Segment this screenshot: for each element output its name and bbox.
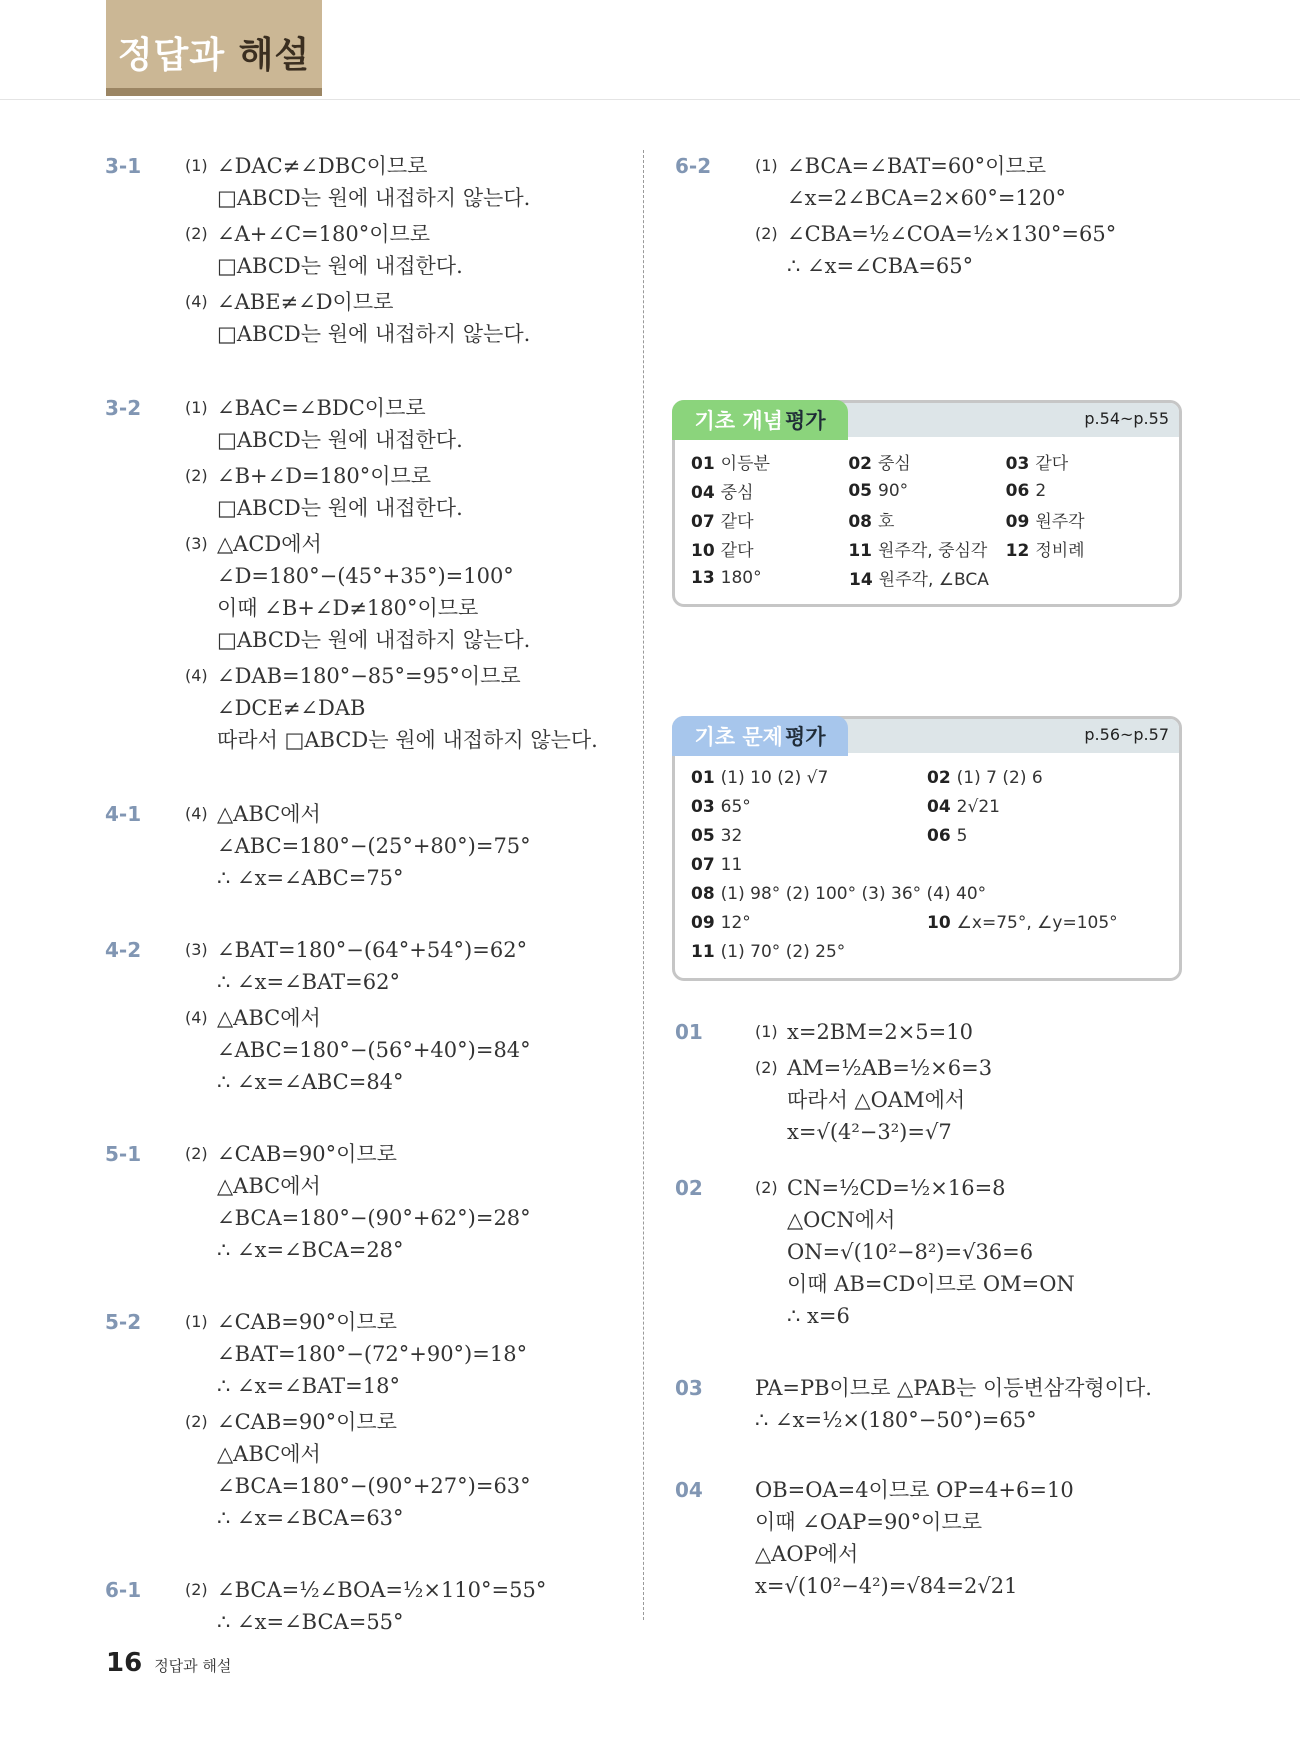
page-range: p.56~p.57 [1084,725,1169,744]
answer-cell [691,478,848,503]
problem-number: 4-2 [105,938,142,962]
answer-line: □ABCD는 원에 내접하지 않는다. [217,322,531,346]
sub-label: (2) [185,1412,208,1431]
answer-cell [848,536,1005,561]
answer-line: ∴ ∠x=∠ABC=84° [217,1070,404,1094]
sub-label: (4) [185,292,208,311]
sub-label: (3) [185,940,208,959]
problem [675,150,1195,282]
problem [105,934,635,1098]
problem [675,1474,1195,1602]
problem [675,1172,1195,1332]
problem-number: 5-2 [105,1310,142,1334]
answer-value: ∠x=75°, ∠y=105° [956,912,1118,933]
answer-number: 10 [691,541,715,561]
box-tab: 기초 문제 평가 [672,716,848,756]
answer-cell [927,768,1163,788]
answer-line: 따라서 △OAM에서 [787,1088,966,1112]
answer-cell [691,449,848,474]
answer-line: ∠B+∠D=180°이므로 [217,464,432,488]
problem [105,1306,635,1534]
answer-line: △AOP에서 [755,1542,859,1566]
answer-line: PA=PB이므로 △PAB는 이등변삼각형이다. [755,1376,1152,1400]
problem [105,392,635,756]
answer-line: □ABCD는 원에 내접하지 않는다. [217,628,531,652]
answer-value: 이등분 [720,454,770,474]
answer-value: 12° [720,912,751,933]
problem-number: 3-2 [105,396,142,420]
sub-answer [185,286,635,350]
answer-cell [849,565,1007,590]
answer-value: 180° [720,567,762,588]
answer-line: ∠CAB=90°이므로 [217,1142,397,1166]
sub-label: (4) [185,804,208,823]
answer-line: ∠BAT=180°−(72°+90°)=18° [217,1342,528,1366]
answer-line: CN=½CD=½×16=8 [787,1176,1006,1200]
answer-cell [691,797,927,817]
answer-value: 호 [878,512,895,532]
answer-number: 09 [691,912,715,933]
answer-line: ∠A+∠C=180°이므로 [217,222,431,246]
answer-grid [675,437,1179,604]
answer-cell [848,449,1005,474]
answer-line: ∴ ∠x=∠BAT=62° [217,970,400,994]
answer-line: □ABCD는 원에 내접하지 않는다. [217,186,531,210]
problem-number: 5-1 [105,1142,142,1166]
answer-cell [927,913,1163,933]
answer-row [691,505,1163,534]
answer-line: ∠BAT=180°−(64°+54°)=62° [217,938,528,962]
problem [675,1016,1195,1148]
sub-label: (1) [185,398,208,417]
sub-answer [185,660,635,756]
answer-line: 이때 ∠OAP=90°이므로 [755,1510,983,1534]
answer-line: ∠BCA=180°−(90°+27°)=63° [217,1474,531,1498]
problem [105,798,635,894]
sub-label: (1) [755,156,778,175]
problem [105,1574,635,1638]
answer-value: 원주각, 중심각 [878,541,988,561]
sub-answer [185,798,635,894]
answer-value: 2 [1035,480,1047,501]
answer-cell [691,536,848,561]
answer-value: 중심 [720,483,754,503]
answer-line: 이때 ∠B+∠D≠180°이므로 [217,596,479,620]
answer-value: (1) 10 (2) √7 [720,767,829,788]
answer-line: □ABCD는 원에 내접한다. [217,496,463,520]
problem [105,1138,635,1266]
answer-line: ∴ ∠x=½×(180°−50°)=65° [755,1408,1037,1432]
sub-answer [755,150,1195,214]
sub-answer [185,218,635,282]
sub-answer [185,460,635,524]
answer-number: 09 [1005,512,1030,532]
sub-answer [185,1306,635,1402]
answer-line: □ABCD는 원에 내접한다. [217,254,463,278]
answer-line: ∠BCA=∠BAT=60°이므로 [787,154,1046,178]
answer-line: 따라서 □ABCD는 원에 내접하지 않는다. [217,728,598,752]
sub-answer [185,1406,635,1534]
answer-number: 06 [1005,480,1030,501]
answer-cell [691,913,927,933]
footer-title: 정답과 해설 [154,1657,232,1675]
answer-row [691,821,1163,850]
answer-line: AM=½AB=½×6=3 [787,1056,993,1080]
answer-line: △ABC에서 [217,1006,321,1030]
answer-value: 2√21 [956,796,1000,817]
answer-line: □ABCD는 원에 내접한다. [217,428,463,452]
right-column-top [675,150,1195,282]
answer-value: 같다 [720,512,754,532]
answer-value: 원주각 [1035,512,1085,532]
sub-label: (2) [185,466,208,485]
answer-cell [848,507,1005,532]
answer-cell [927,826,1163,846]
answer-number: 04 [927,796,951,817]
answer-value: 65° [720,796,751,817]
sub-label: (2) [185,224,208,243]
problem-eval-box [672,716,1182,981]
answer-line: ∴ ∠x=∠BCA=55° [217,1610,404,1634]
answer-cell [691,942,845,962]
sub-answer [755,1052,1195,1148]
answer-line: ∠DCE≠∠DAB [217,696,366,720]
answer-row [691,937,1163,966]
answer-number: 05 [691,825,715,846]
answer-cell [848,481,1005,501]
answer-value: 같다 [1035,454,1069,474]
answer-number: 03 [691,796,715,817]
answer-cell [927,797,1163,817]
answer-line: △ABC에서 [217,1174,321,1198]
sub-answer [185,1574,635,1638]
problem [675,1372,1195,1436]
answer-value: 90° [878,480,909,501]
answer-line: ON=√(10²−8²)=√36=6 [787,1240,1034,1264]
sub-label: (2) [755,224,778,243]
answer-number: 12 [1005,541,1030,561]
answer-line: ∴ ∠x=∠ABC=75° [217,866,404,890]
answer-line: OB=OA=4이므로 OP=4+6=10 [755,1478,1074,1502]
answer-value: (1) 70° (2) 25° [720,941,846,962]
answer-line: ∠DAC≠∠DBC이므로 [217,154,428,178]
answer-line: △ABC에서 [217,802,321,826]
answer-row [691,447,1163,476]
sub-answer [185,1002,635,1098]
sub-answer [755,1172,1195,1332]
problem-number: 4-1 [105,802,142,826]
sub-label: (2) [755,1058,778,1077]
sub-answer [185,1138,635,1266]
answer-value: (1) 98° (2) 100° (3) 36° (4) 40° [720,883,987,904]
answer-line: △ABC에서 [217,1442,321,1466]
answer-value: (1) 7 (2) 6 [956,767,1043,788]
answer-line: x=√(4²−3²)=√7 [787,1120,952,1144]
problem-number: 02 [675,1176,703,1200]
page-number: 16 [106,1648,143,1678]
column-divider [643,150,644,1620]
concept-eval-box [672,400,1182,607]
answer-number: 13 [691,567,715,588]
answer-line: ∠ABC=180°−(56°+40°)=84° [217,1038,531,1062]
sub-label: (4) [185,666,208,685]
header-rule [0,99,1300,100]
answer-line: ∠BAC=∠BDC이므로 [217,396,426,420]
answer-cell [1006,449,1163,474]
answer-line: 이때 AB=CD이므로 OM=ON [787,1272,1075,1296]
section-tab [106,0,322,96]
sub-label: (4) [185,1008,208,1027]
answer-number: 02 [927,767,951,788]
answer-cell [1006,481,1163,501]
answer-line: ∠CAB=90°이므로 [217,1310,397,1334]
answer-number: 11 [848,541,872,561]
answer-row [691,850,1163,879]
answer-number: 07 [691,854,715,875]
sub-label: (2) [185,1144,208,1163]
answer-line: x=√(10²−4²)=√84=2√21 [755,1574,1018,1598]
answer-number: 02 [848,454,872,474]
sub-answer [185,934,635,998]
answer-line: ∠D=180°−(45°+35°)=100° [217,564,514,588]
answer-number: 08 [848,512,872,532]
answer-line: x=2BM=2×5=10 [787,1020,973,1044]
answer-row [691,908,1163,937]
problem-number: 03 [675,1376,703,1400]
answer-number: 01 [691,454,715,474]
answer-cell [691,826,927,846]
sub-label: (3) [185,534,208,553]
answer-number: 10 [927,912,951,933]
answer-line: △ACD에서 [217,532,322,556]
answer-number: 06 [927,825,951,846]
answer-line: △OCN에서 [787,1208,896,1232]
answer-number: 05 [848,480,872,501]
answer-value: 11 [720,854,743,875]
problem [105,150,635,350]
problem-number: 01 [675,1020,703,1044]
box-header [675,719,1179,753]
answer-row [691,563,1163,592]
answer-row [691,879,1163,908]
answer-value: 32 [720,825,743,846]
sub-label: (1) [755,1022,778,1041]
answer-cell [1006,507,1163,532]
sub-answer [185,392,635,456]
answer-number: 03 [1005,454,1030,474]
sub-label: (1) [185,156,208,175]
answer-cell [691,768,927,788]
answer-value: 중심 [878,454,911,474]
answer-number: 14 [849,570,873,590]
answer-line: ∠ABC=180°−(25°+80°)=75° [217,834,531,858]
answer-number: 08 [691,883,715,904]
answer-number: 11 [691,941,715,962]
answer-cell [1006,536,1163,561]
answer-cell [691,855,742,875]
answer-line: ∠DAB=180°−85°=95°이므로 [217,664,521,688]
answer-number: 04 [691,483,715,503]
section-title: 정답과 해설 [117,35,311,76]
left-column [105,150,635,1638]
answer-line: ∠ABE≠∠D이므로 [217,290,394,314]
right-column-bottom [675,1016,1195,1602]
page-range: p.54~p.55 [1084,409,1169,428]
problem-number: 6-2 [675,154,712,178]
answer-line: ∠BCA=½∠BOA=½×110°=55° [217,1578,547,1602]
answer-cell [691,568,849,588]
answer-cell [691,507,848,532]
sub-label: (1) [185,1312,208,1331]
answer-number: 01 [691,767,715,788]
answer-line: ∴ x=6 [787,1304,850,1328]
answer-line: ∠BCA=180°−(90°+62°)=28° [217,1206,531,1230]
answer-number: 07 [691,512,715,532]
answer-grid [675,753,1179,978]
answer-line: ∴ ∠x=∠BCA=28° [217,1238,404,1262]
sub-answer [185,150,635,214]
answer-row [691,792,1163,821]
problem-number: 6-1 [105,1578,142,1602]
answer-line: ∠CBA=½∠COA=½×130°=65° [787,222,1117,246]
sub-label: (2) [755,1178,778,1197]
answer-line: ∴ ∠x=∠BAT=18° [217,1374,400,1398]
problem-number: 04 [675,1478,703,1502]
answer-line: ∠CAB=90°이므로 [217,1410,397,1434]
sub-answer [755,1016,1195,1048]
page-footer [106,1648,231,1678]
problem-number: 3-1 [105,154,142,178]
answer-row [691,534,1163,563]
box-header [675,403,1179,437]
sub-label: (2) [185,1580,208,1599]
answer-value: 정비례 [1035,541,1085,561]
answer-value: 5 [956,825,968,846]
box-tab: 기초 개념 평가 [672,400,848,440]
answer-row [691,763,1163,792]
answer-line: ∴ ∠x=∠BCA=63° [217,1506,404,1530]
answer-cell [691,884,986,904]
answer-row [691,476,1163,505]
answer-value: 원주각, ∠BCA [878,570,989,590]
sub-answer [185,528,635,656]
sub-answer [755,218,1195,282]
answer-value: 같다 [720,541,754,561]
answer-line: ∴ ∠x=∠CBA=65° [787,254,974,278]
answer-line: ∠x=2∠BCA=2×60°=120° [787,186,1066,210]
